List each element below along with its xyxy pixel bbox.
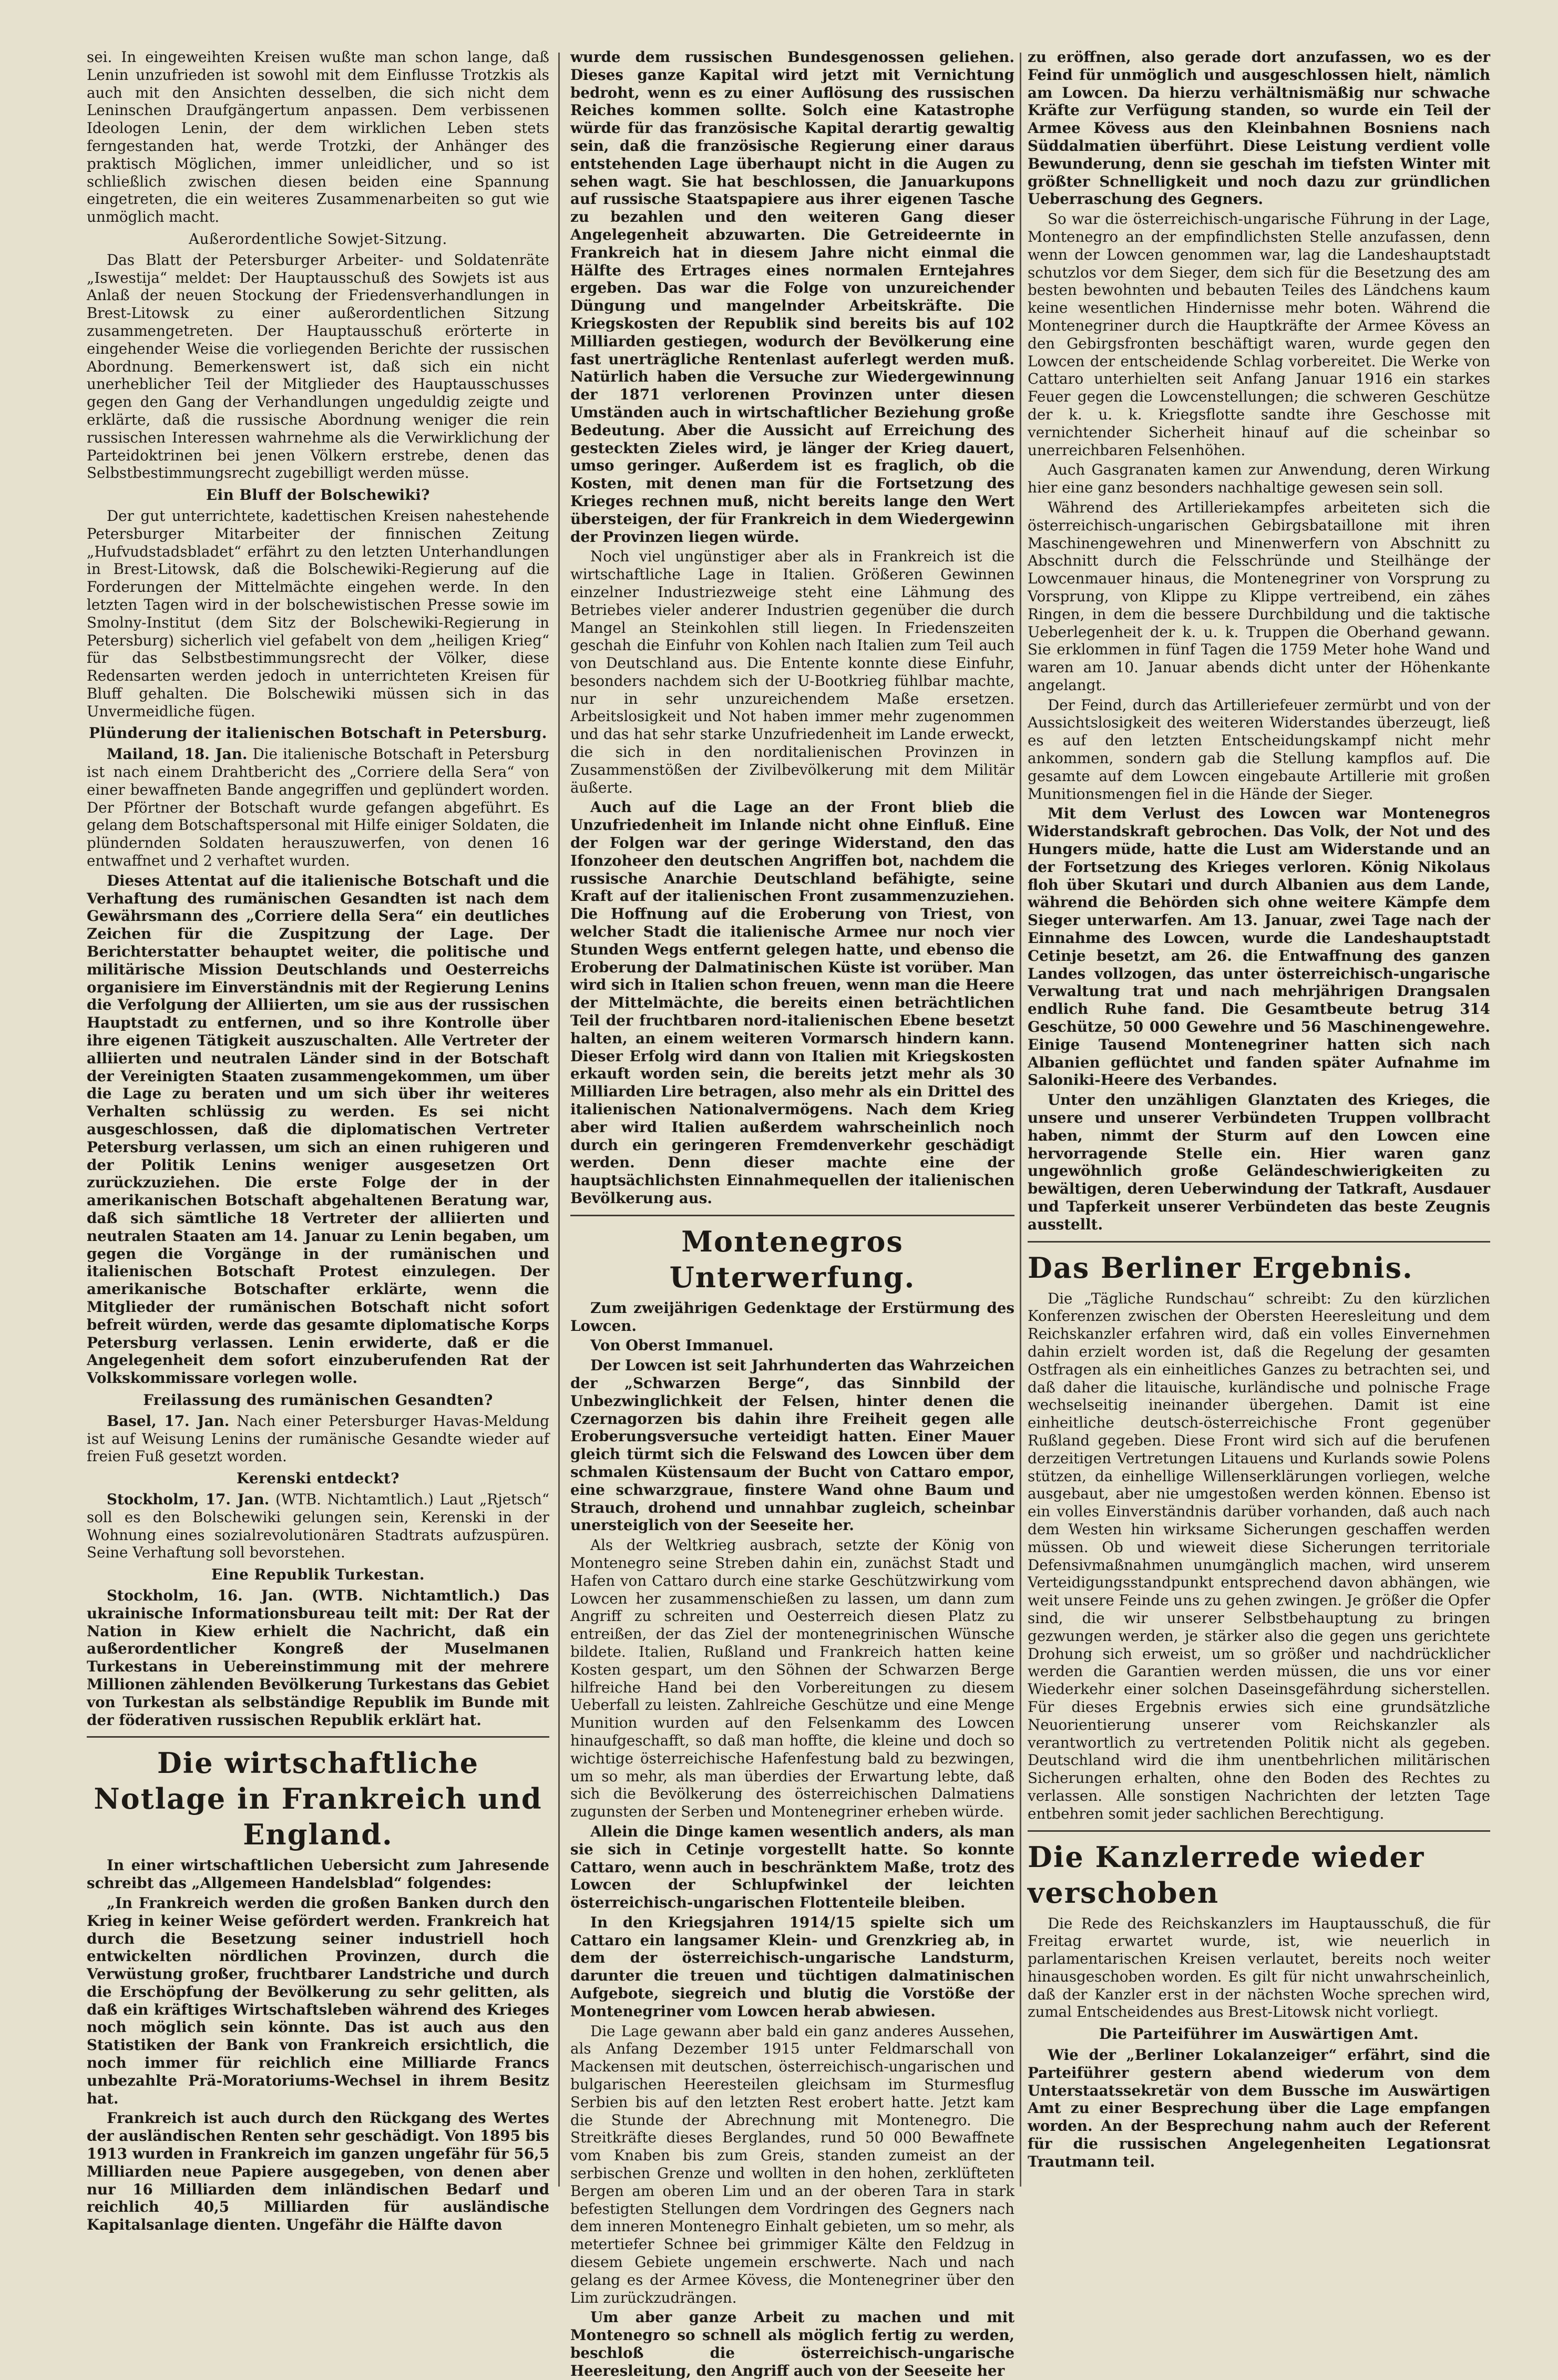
article-subtitle: Zum zweijährigen Gedenktage der Erstürmung des Lowcen. (570, 1299, 1014, 1335)
paragraph-text: (WTB. Nichtamtlich.) Das ukrainische Informationsbureau teilt mit: Der Rat der Nation in Kiew erhielt die Nachricht, daß ein außerordentlicher Kongreß der Muselmanen Turkestans in Uebereinstimmung mit der mehrere Millionen zählenden Bevölkerung Turkestans das Gebiet von Turkestan als selbständige Republik im Bunde mit der föderativen russischen Republik erklärt hat. (87, 1586, 549, 1729)
paragraph-text: Die italienische Botschaft in Petersburg ist nach einem Drahtbericht des „Corriere della Sera“ von einer bewaffneten Bande angegriffen und geplündert worden. Der Pförtner der Botschaft wurde gefangen abgeführt. Es gelang dem Botschaftspersonal mit Hilfe einiger Soldaten, die plündernden Soldaten herauszuwerfen, von denen 16 entwaffnet und 2 verhaftet wurden. (87, 745, 549, 870)
article-divider (87, 1736, 549, 1738)
article-headline: Montenegros Unterwerfung. (669, 1224, 916, 1294)
paragraph (87, 1587, 549, 1729)
column-2 (570, 48, 1014, 2379)
column-1 (87, 48, 549, 2234)
paragraph-text: (WTB. Nichtamtlich.) Laut „Rjetsch“ soll es den Bolschewiki gelungen sein, Kerenski in der Wohnung eines sozialrevolutionären Stadtrats aufzuspüren. Seine Verhaftung soll bevorstehen. (87, 1490, 549, 1562)
paragraph-text: Nach einer Petersburger Havas-Meldung ist auf Weisung Lenins der rumänische Gesandte wieder auf freien Fuß gesetzt worden. (87, 1412, 549, 1465)
paragraph: Um aber ganze Arbeit zu machen und mit Montenegro so schnell als möglich fertig zu werden, beschloß die österreichisch-ungarische Heeresleitung, den Angriff auch von der Seeseite her (570, 2309, 1014, 2379)
paragraph (87, 745, 549, 870)
column-3 (1028, 48, 1490, 2193)
paragraph: Die Lage gewann aber bald ein ganz anderes Aussehen, als Anfang Dezember 1915 unter Feldmarschall von Mackensen mit deutschen, österreichisch-ungarischen und bulgarischen Heeresteilen gleichsam im Sturmesflug Serbien bis auf den letzten Rest erobert hatte. Jetzt kam die Stunde der Abrechnung mit Montenegro. Die Streitkräfte dieses Berglandes, rund 50 000 Bewaffnete vom Knaben bis zum Greis, standen zumeist an der serbischen Grenze und wollten in den hohen, zerklüfteten Bergen am oberen Lim und an der oberen Tara in stark befestigten Stellungen dem Vordringen des Gegners nach dem inneren Montenegro Einhalt gebieten, um so mehr, als metertiefer Schnee bei grimmiger Kälte den Feldzug in diesem Gebiete ungemein erschwerte. Nach und nach gelang es der Armee Kövess, die Montenegriner über den Lim zurückzudrängen. (570, 2022, 1014, 2306)
paragraph: Wie der „Berliner Lokalanzeiger“ erfährt, sind die Parteiführer gestern abend wiederum von dem Unterstaatssekretär von dem Bussche im Auswärtigen Amt zu einer Besprechung über die Lage empfangen worden. An der Besprechung nahm auch der Referent für die russischen Angelegenheiten Legationsrat Trautmann teil. (1028, 2046, 1490, 2170)
section-heading: Ein Bluff der Bolschewiki? (206, 486, 430, 504)
paragraph: „In Frankreich werden die großen Banken durch den Krieg in keiner Weise gefördert werden. Frankreich hat durch die Besetzung seiner industriell hoch entwickelten nördlichen Provinzen, durch die Verwüstung großer, fruchtbarer Landstriche und durch die Erschöpfung der Bevölkerung zu sehr gelitten, als daß ein kräftiges Wirtschaftsleben während des Krieges noch möglich sein könnte. Das ist auch aus den Statistiken der Bank von Frankreich ersichtlich, die noch immer für reichlich eine Milliarde Francs unbezahlte Prä-Moratoriums-Wechsel in ihrem Besitz hat. (87, 1894, 549, 2107)
paragraph: Die Rede des Reichskanzlers im Hauptausschuß, die für Freitag erwartet wurde, ist, wie neuerlich in parlamentarischen Kreisen verlautet, bereits noch weiter hinausgeschoben worden. Es gilt für nicht unwahrscheinlich, daß der Kanzler erst in der nächsten Woche sprechen wird, zumal Entscheidendes aus Brest-Litowsk nicht vorliegt. (1028, 1914, 1490, 2021)
paragraph: In den Kriegsjahren 1914/15 spielte sich um Cattaro ein langsamer Klein- und Grenzkrieg ab, in dem der österreichisch-ungarische Landsturm, darunter die treuen und tüchtigen dalmatinischen Aufgebote, siegreich und blutig die Vorstöße der Montenegriner vom Lowcen herab abwiesen. (570, 1913, 1014, 2020)
article-divider (1028, 1241, 1490, 1243)
section-heading: Freilassung des rumänischen Gesandten? (143, 1391, 493, 1409)
section-heading: Plünderung der italienischen Botschaft in Petersburg. (89, 724, 547, 742)
section-heading: Kerenski entdeckt? (237, 1470, 399, 1488)
paragraph: Frankreich ist auch durch den Rückgang des Wertes der ausländischen Renten sehr geschädigt. Von 1895 bis 1913 wurden in Frankreich im ganzen ungefähr für 56,5 Milliarden neue Papiere ausgegeben, von denen aber nur 16 Milliarden dem inländischen Bedarf und reichlich 40,5 Milliarden für ausländische Kapitalsanlage dienten. Ungefähr die Hälfte davon (87, 2109, 549, 2234)
paragraph: Der Feind, durch das Artilleriefeuer zermürbt und von der Aussichtslosigkeit des weiteren Widerstandes überzeugt, ließ es auf den letzten Entscheidungskampf nicht mehr ankommen, sondern gab die Stellung kampflos auf. Die gesamte auf dem Lowcen eingebaute Artillerie mit großen Munitionsmengen fiel in die Hände der Sieger. (1028, 696, 1490, 803)
paragraph: So war die österreichisch-ungarische Führung in der Lage, Montenegro an der empfindlichsten Stelle anzufassen, denn wenn der Lowcen genommen war, lag die Landeshauptstadt schutzlos vor dem Sieger, dem sich für die Besetzung des am besten bewohnten und bebauten Teiles des Ländchens kaum keine wesentlichen Hindernisse mehr boten. Während die Montenegriner durch die Hauptkräfte der Armee Kövess an den Gebirgsfronten beschäftigt waren, wurde gegen den Lowcen der entscheidende Schlag vorbereitet. Die Werke von Cattaro unterhielten seit Anfang Januar 1916 ein starkes Feuer gegen die Lowcenstellungen; die schweren Geschütze der k. u. k. Kriegsflotte sandte ihre Geschosse mit vernichtender Sicherheit hinauf auf die scheinbar so unerreichbaren Felsenhöhen. (1028, 210, 1490, 459)
paragraph: Der Lowcen ist seit Jahrhunderten das Wahrzeichen der „Schwarzen Berge“, das Sinnbild der Unbezwinglichkeit der Felsen, hinter denen die Czernagorzen bis dahin ihre Freiheit gegen alle Eroberungsversuche verteidigt hatten. Einer Mauer gleich türmt sich die Felswand des Lowcen über dem schmalen Küstensaum der Bucht von Cattaro empor, eine schwarzgraue, finstere Wand ohne Baum und Strauch, drohend und unnahbar zugleich, scheinbar unersteiglich von der Seeseite her. (570, 1357, 1014, 1534)
paragraph (87, 1491, 549, 1562)
dateline: Stockholm, 17. Jan. (107, 1490, 270, 1508)
paragraph: Auch auf die Lage an der Front blieb die Unzufriedenheit im Inlande nicht ohne Einfluß. Eine der Folgen war der geringe Widerstand, den das Ifonzoheer den deutschen Angriffen bot, nachdem die russische Anarchie Deutschland befähigte, seine Kraft auf der italienischen Front zusammenzuziehen. Die Hoffnung auf die Eroberung von Triest, von welcher Stadt die italienische Armee nur noch vier Stunden Wegs entfernt gelegen hatte, und ebenso die Eroberung der Dalmatinischen Küste ist vorüber. Man wird sich in Italien schon freuen, wenn man die Heere der Mittelmächte, die bereits einen beträchtlichen Teil der fruchtbaren nord-italienischen Ebene besetzt halten, an einem weiteren Vormarsch hindern kann. Dieser Erfolg wird dann von Italien mit Kriegskosten erkauft worden sein, die bereits jetzt mehr als 30 Milliarden Lire betragen, also mehr als ein Drittel des italienischen Nationalvermögens. Nach dem Krieg aber wird Italien außerdem wahrscheinlich noch durch ein geringeren Fremdenverkehr geschädigt werden. Denn dieser machte eine der hauptsächlichsten Einnahmequellen der italienischen Bevölkerung aus. (570, 798, 1014, 1207)
article-divider (1028, 1830, 1490, 1832)
paragraph (87, 1412, 549, 1465)
article-divider (570, 1215, 1014, 1216)
section-heading: Die Parteiführer im Auswärtigen Amt. (1099, 2025, 1419, 2043)
column-rule (558, 53, 560, 2187)
article-author: Von Oberst Immanuel. (590, 1337, 774, 1355)
article-headline: Das Berliner Ergebnis. (1028, 1250, 1413, 1285)
column-rule (1020, 53, 1021, 2187)
paragraph: Dieses Attentat auf die italienische Botschaft und die Verhaftung des rumänischen Gesandten ist nach dem Gewährsmann des „Corriere della Sera“ ein deutliches Zeichen für die Zuspitzung der Lage. Der Berichterstatter behauptet weiter, die politische und militärische Mission Deutschlands und Oesterreichs organisiere im Einverständnis mit der Regierung Lenins die Verfolgung der Alliierten, um sie aus der russischen Hauptstadt zu entfernen, und so ihre Kontrolle über ihre eigenen Tätigkeit auszuschalten. Alle Vertreter der alliierten und neutralen Länder sind in der Botschaft der Vereinigten Staaten zusammengekommen, um über die Lage zu beraten und um sich über ihr weiteres Verhalten schlüssig zu werden. Es sei nicht ausgeschlossen, daß die diplomatischen Vertreter Petersburg verlassen, um sich an einen ruhigeren und der Politik Lenins weniger ausgesetzen Ort zurückzuziehen. Die erste Folge der in der amerikanischen Botschaft abgehaltenen Beratung war, daß sich sämtliche 18 Vertreter der alliierten und neutralen Staaten am 14. Januar zu Lenin begaben, um gegen die Vorgänge in der rumänischen und italienischen Botschaft Protest einzulegen. Der amerikanische Botschafter erklärte, wenn die Mitglieder der rumänischen Botschaft nicht sofort befreit würden, werde das gesamte diplomatische Korps Petersburg verlassen. Lenin erwiderte, daß er die Angelegenheit dem sofort einzuberufenden Rat der Volkskommissare vorlegen wolle. (87, 871, 549, 1387)
paragraph: Als der Weltkrieg ausbrach, setzte der König von Montenegro seine Streben dahin ein, zunächst Stadt und Hafen von Cattaro durch eine starke Geschützwirkung vom Lowcen her zusammenschießen zu lassen, um dann zum Angriff zu schreiten und Oesterreich diesen Platz zu entreißen, der das Ziel der montenegrinischen Wünsche bildete. Italien, Rußland und Frankreich hatten keine Kosten gespart, um den Söhnen der Schwarzen Berge hilfreiche Hand bei den Vorbereitungen zu diesem Ueberfall zu leisten. Zahlreiche Geschütze und eine Menge Munition wurden auf den Felsenkamm des Lowcen hinaufgeschafft, so daß man hoffte, die kleine und doch so wichtige österreichische Hafenfestung bald zu bezwingen, um so mehr, als man überdies der Erwartung lebte, daß sich die Bevölkerung des österreichischen Dalmatiens zugunsten der Serben und Montenegriner erheben würde. (570, 1536, 1014, 1821)
section-heading: Außerordentliche Sowjet-Sitzung. (189, 230, 447, 248)
paragraph: Die „Tägliche Rundschau“ schreibt: Zu den kürzlichen Konferenzen zwischen der Obersten Heeresleitung und dem Reichskanzler erfahren wird, daß ein volles Einvernehmen dahin erzielt worden ist, daß die Regelung der gesamten Ostfragen als ein einheitliches Ganzes zu betrachten sei, und daß daher die litauische, kurländische und polnische Frage wechselseitig ineinander übergehen. Damit ist eine einheitliche deutsch-österreichische Front gegenüber Rußland gegeben. Diese Front wird sich auf die berufenen derzeitigen Vertretungen Litauens und Kurlands sowie Polens stützen, da einhellige Willenserklärungen vorliegen, welche ausgebaut, aber nie umgestoßen werden können. Ebenso ist ein volles Einverständnis darüber vorhanden, daß auch nach dem Westen hin wirksame Sicherungen geschaffen werden müssen. Ob und wieweit diese Sicherungen territoriale Defensivmaßnahmen unumgänglich machen, wird unserem Verteidigungsstandpunkt entsprechend davon abhängen, wie weit unsere Feinde uns zu gehen zwingen. Je größer die Opfer sind, die wir unserer Selbstbehauptung zu bringen gezwungen werden, je stärker also die gegen uns gerichtete Drohung sich erweist, um so größer und nachdrücklicher werden die Garantien werden müssen, die uns vor einer Wiederkehr einer solchen Daseinsgefährdung sicherstellen. Für dieses Ergebnis erwies sich eine grundsätzliche Neuorientierung unserer vom Reichskanzler als verantwortlich zu vertretenden Politik nicht als gegeben. Deutschland wird die ihm unentbehrlichen militärischen Sicherungen erhalten, ohne den Boden des Rechtes zu verlassen. Alle sonstigen Nachrichten der letzten Tage entbehren somit jeder sachlichen Berechtigung. (1028, 1289, 1490, 1822)
paragraph: Der gut unterrichtete, kadettischen Kreisen nahestehende Petersburger Mitarbeiter der finnischen Zeitung „Hufvudstadsbladet“ erfährt zu den letzten Unterhandlungen in Brest-Litowsk, daß die Bolschewiki-Regierung auf die Forderungen der Mittelmächte eingehen werde. In den letzten Tagen wird in der bolschewistischen Presse sowie im Smolny-Institut (dem Sitz der Bolschewiki-Regierung in Petersburg) sicherlich viel gefabelt von dem „heiligen Krieg“ für das Selbstbestimmungsrecht der Völker, diese Redensarten werden jedoch in unterrichteten Kreisen für Bluff gehalten. Die Bolschewiki müssen sich in das Unvermeidliche fügen. (87, 507, 549, 720)
paragraph: Während des Artilleriekampfes arbeiteten sich die österreichisch-ungarischen Gebirgsbataillone mit ihren Maschinengewehren und Minenwerfern von Abschnitt zu Abschnitt durch die Felsschründe und Steilhänge der Lowcenmauer hinaus, die Montenegriner von Vorsprung zu Vorsprung, von Klippe zu Klippe vertreibend, ein zähes Ringen, in dem die bessere Durchbildung und die taktische Ueberlegenheit der k. u. k. Truppen die Oberhand gewann. Sie erklommen in fünf Tagen die 1759 Meter hohe Wand und waren am 10. Januar abends dicht unter der Höhenkante angelangt. (1028, 498, 1490, 694)
paragraph: Das Blatt der Petersburger Arbeiter- und Soldatenräte „Iswestija“ meldet: Der Hauptausschuß des Sowjets ist aus Anlaß der neuen Stockung der Friedensverhandlungen in Brest-Litowsk zu einer außerordentlichen Sitzung zusammengetreten. Der Hauptausschuß erörterte in eingehender Weise die vorliegenden Berichte der russischen Abordnung. Bemerkenswert ist, daß sich ein nicht unerheblicher Teil der Mitglieder des Hauptausschusses gegen den Gang der Verhandlungen ungeduldig zeigte und erklärte, daß die russische Abordnung weniger die rein russischen Interessen wahrnehme als die Verwirklichung der Parteidoktrinen bei jenen Völkern erstrebe, denen das Selbstbestimmungsrecht zugebilligt werden müsse. (87, 251, 549, 482)
paragraph: Unter den unzähligen Glanztaten des Krieges, die unsere und unserer Verbündeten Truppen vollbracht haben, nimmt der Sturm auf den Lowcen eine hervorragende Stelle ein. Hier waren ganz ungewöhnlich große Geländeschwierigkeiten zu bewältigen, deren Ueberwindung der Tatkraft, Ausdauer und Tapferkeit unserer Verbündeten das beste Zeugnis ausstellt. (1028, 1091, 1490, 1233)
paragraph: Auch Gasgranaten kamen zur Anwendung, deren Wirkung hier eine ganz besonders nachhaltige gewesen sein soll. (1028, 461, 1490, 497)
article-headline: Die Kanzlerrede wieder verschoben (1028, 1840, 1425, 1910)
dateline: Mailand, 18. Jan. (107, 745, 248, 763)
dateline: Basel, 17. Jan. (107, 1412, 230, 1430)
paragraph: Mit dem Verlust des Lowcen war Montenegros Widerstandskraft gebrochen. Das Volk, der Not und des Hungers müde, hatte die Lust am Widerstande und an der Fortsetzung des Krieges verloren. König Nikolaus floh über Skutari und durch Albanien aus dem Lande, während die Behörden sich ohne weitere Kämpfe dem Sieger unterwarfen. Am 13. Januar, zwei Tage nach der Einnahme des Lowcen, wurde die Landeshauptstadt Cetinje besetzt, am 26. die Entwaffnung des ganzen Landes vollzogen, das unter österreichisch-ungarische Verwaltung trat und nach mehrjährigen Drangsalen endlich Ruhe fand. Die Gesamtbeute betrug 314 Geschütze, 50 000 Gewehre und 56 Maschinengewehre. Einige Tausend Montenegriner hatten sich nach Albanien geflüchtet und fanden später Aufnahme im Saloniki-Heere des Verbandes. (1028, 805, 1490, 1089)
article-headline: Die wirtschaftliche Notlage in Frankreich und England. (94, 1746, 542, 1852)
dateline: Stockholm, 16. Jan. (107, 1586, 293, 1604)
paragraph: Noch viel ungünstiger aber als in Frankreich ist die wirtschaftliche Lage in Italien. Größeren Gewinnen einzelner Industriezweige steht eine Lähmung des Betriebes vieler anderer Industrien gegenüber die durch Mangel an Steinkohlen still liegen. In Friedenszeiten geschah die Einfuhr von Kohlen nach Italien zum Teil auch von Deutschland aus. Die Entente konnte diese Einfuhr, besonders nachdem sich der U-Bootkrieg fühlbar machte, nur in sehr unzureichendem Maße ersetzen. Arbeitslosigkeit und Not haben immer mehr zugenommen und das hat sehr starke Unzufriedenheit im Lande erweckt, die sich in den norditalienischen Provinzen in Zusammenstößen der Zivilbevölkerung mit dem Militär äußerte. (570, 548, 1014, 796)
paragraph: wurde dem russischen Bundesgenossen geliehen. Dieses ganze Kapital wird jetzt mit Vernichtung bedroht, wenn es zu einer Auflösung des russischen Reiches kommen sollte. Solch eine Katastrophe würde für das französische Kapital derartig gewaltig sein, daß die französische Regierung einer daraus entstehenden Lage überhaupt nicht in die Augen zu sehen wagt. Sie hat beschlossen, die Januarkupons auf russische Staatspapiere aus ihrer eigenen Tasche zu bezahlen und den weiteren Gang dieser Angelegenheit abzuwarten. Die Getreideernte in Frankreich hat in diesem Jahre nicht einmal die Hälfte des Ertrages eines normalen Erntejahres ergeben. Das war die Folge von unzureichender Düngung und mangelnder Arbeitskräfte. Die Kriegskosten der Republik sind bereits bis auf 102 Milliarden gestiegen, wodurch der Bevölkerung eine fast unerträgliche Rentenlast auferlegt werden muß. Natürlich haben die Versuche zur Wiedergewinnung der 1871 verlorenen Provinzen unter diesen Umständen auch in wirtschaftlicher Beziehung große Bedeutung. Aber die Aussicht auf Erreichung des gesteckten Zieles wird, je länger der Krieg dauert, umso geringer. Außerdem ist es fraglich, ob die Kosten, mit denen man für die Fortsetzung des Krieges rechnen muß, nicht bereits lange den Wert übersteigen, der für Frankreich in dem Wiedergewinn der Provinzen liegen würde. (570, 48, 1014, 546)
paragraph: Allein die Dinge kamen wesentlich anders, als man sie sich in Cetinje vorgestellt hatte. So konnte Cattaro, wenn auch in beschränktem Maße, trotz des Lowcen der Schlupfwinkel der leichten österreichisch-ungarischen Flottenteile bleiben. (570, 1822, 1014, 1912)
section-heading: Eine Republik Turkestan. (211, 1566, 425, 1584)
paragraph: In einer wirtschaftlichen Uebersicht zum Jahresende schreibt das „Allgemeen Handelsblad“ folgendes: (87, 1856, 549, 1892)
paragraph: zu eröffnen, also gerade dort anzufassen, wo es der Feind für unmöglich und ausgeschlossen hielt, nämlich am Lowcen. Da hierzu verhältnismäßig nur schwache Kräfte zur Verfügung standen, so wurde ein Teil der Armee Kövess aus den Kleinbahnen Bosniens nach Süddalmatien überführt. Diese Leistung verdient volle Bewunderung, denn sie geschah im tiefsten Winter mit größter Schnelligkeit und noch dazu zur gründlichen Ueberraschung des Gegners. (1028, 48, 1490, 208)
paragraph: sei. In eingeweihten Kreisen wußte man schon lange, daß Lenin unzufrieden ist sowohl mit dem Einflusse Trotzkis als auch mit den Ansichten desselben, die sich nicht dem Leninschen Draufgängertum anpassen. Dem verbissenen Ideologen Lenin, der dem wirklichen Leben stets ferngestanden hat, werde Trotzki, der Anhänger des praktisch Möglichen, immer unleidlicher, und so ist schließlich zwischen diesen beiden eine Spannung eingetreten, die ein weiteres Zusammenarbeiten so gut wie unmöglich macht. (87, 48, 549, 226)
